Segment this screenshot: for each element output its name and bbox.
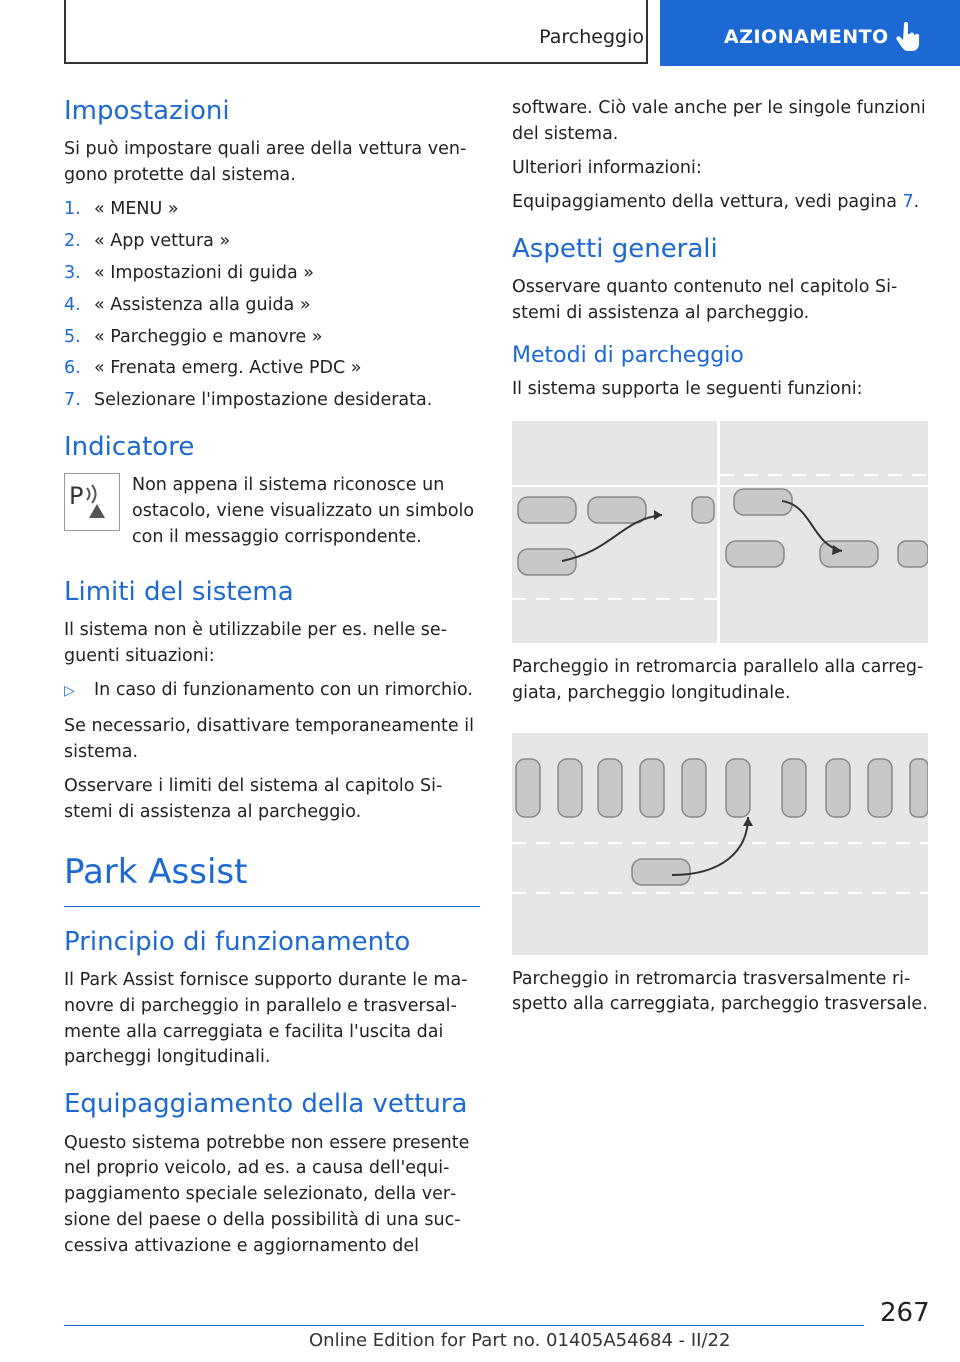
figure1-caption: Parcheggio in retromarcia parallelo alla carreggiata, parcheggio longitudinale. — [512, 656, 924, 703]
impostazioni-intro: Si può impostare quali aree della vettura vengono protette dal sistema. — [64, 139, 467, 186]
limiti-paragraph-1: Se necessario, disattivare temporaneamente il sistema. — [64, 716, 474, 762]
aspetti-heading: Aspetti generali — [512, 233, 718, 264]
list-item: 4. « Assistenza alla guida » — [64, 294, 311, 315]
header-section-title: Parcheggio — [539, 26, 644, 48]
parking-sensor-warning-icon — [64, 473, 120, 531]
aspetti-text: Osservare quanto contenuto nel capitolo Sistemi di assistenza al parcheggio. — [512, 276, 898, 323]
list-item: 3. « Impostazioni di guida » — [64, 262, 314, 283]
equipaggiamento-heading: Equipaggiamento della vettura — [64, 1089, 468, 1120]
principio-heading: Principio di funzionamento — [64, 926, 411, 957]
list-item: 5. « Parcheggio e manovre » — [64, 326, 323, 347]
footer-divider — [64, 1325, 864, 1326]
limiti-bullets — [64, 678, 480, 704]
triangle-bullet-icon: ▷ — [64, 683, 75, 700]
indicator-block — [64, 473, 480, 551]
list-item: 7. Selezionare l'impostazione desiderata. — [64, 390, 433, 411]
svg-text:P: P — [69, 482, 84, 511]
right-column — [512, 96, 928, 1026]
limiti-heading: Limiti del sistema — [64, 577, 294, 608]
figure2-caption: Parcheggio in retromarcia trasversalmente rispetto alla carreggiata, parcheggio trasversale. — [512, 968, 928, 1015]
list-item: 1. « MENU » — [64, 198, 179, 219]
continuation-text: software. Ciò vale anche per le singole funzioni del sistema. — [512, 98, 926, 144]
list-item: ▷ In caso di funzionamento con un rimorchio. — [64, 678, 480, 704]
limiti-intro: Il sistema non è utilizzabile per es. nelle seguenti situazioni: — [64, 620, 447, 667]
metodi-text: Il sistema supporta le seguenti funzioni: — [512, 378, 863, 399]
header-chapter-tab — [660, 0, 960, 66]
metodi-heading: Metodi di parcheggio — [512, 342, 744, 368]
equipaggiamento-text: Questo sistema potrebbe non essere presente nel proprio veicolo, ad es. a causa dell'equipaggiamento speciale selezionato, della versione del paese o della possibilità di una successiva attivazione e aggiornamento del — [64, 1132, 470, 1257]
page-number: 267 — [880, 1298, 930, 1328]
left-column — [64, 96, 480, 1268]
principio-text: Il Park Assist fornisce supporto durante le manovre di parcheggio in parallelo e trasversalmente alla carreggiata e facilita l'uscita dai parcheggi longitudinali. — [64, 969, 468, 1068]
hand-pointer-icon — [896, 22, 922, 56]
parallel-parking-figure — [512, 421, 928, 643]
limiti-paragraph-2: Osservare i limiti del sistema al capitolo Sistemi di assistenza al parcheggio. — [64, 775, 443, 822]
footer-edition: Online Edition for Part no. 01405A54684 - II/22 — [309, 1330, 731, 1351]
list-item: 6. « Frenata emerg. Active PDC » — [64, 358, 362, 379]
perpendicular-parking-figure — [512, 733, 928, 955]
park-assist-title: Park Assist — [64, 852, 480, 907]
header-chapter-title: AZIONAMENTO — [724, 26, 889, 48]
reference-line: Equipaggiamento della vettura, vedi pagina 7. — [512, 191, 920, 212]
page-link[interactable]: 7 — [902, 191, 914, 212]
ulteriori-label: Ulteriori informazioni: — [512, 157, 702, 178]
list-item: 2. « App vettura » — [64, 230, 231, 251]
indicatore-text: Non appena il sistema riconosce un ostacolo, viene visualizzato un simbolo con il messaggio corrispondente. — [132, 475, 475, 548]
impostazioni-heading: Impostazioni — [64, 96, 230, 126]
indicatore-heading: Indicatore — [64, 432, 195, 463]
settings-steps-list — [64, 197, 480, 414]
